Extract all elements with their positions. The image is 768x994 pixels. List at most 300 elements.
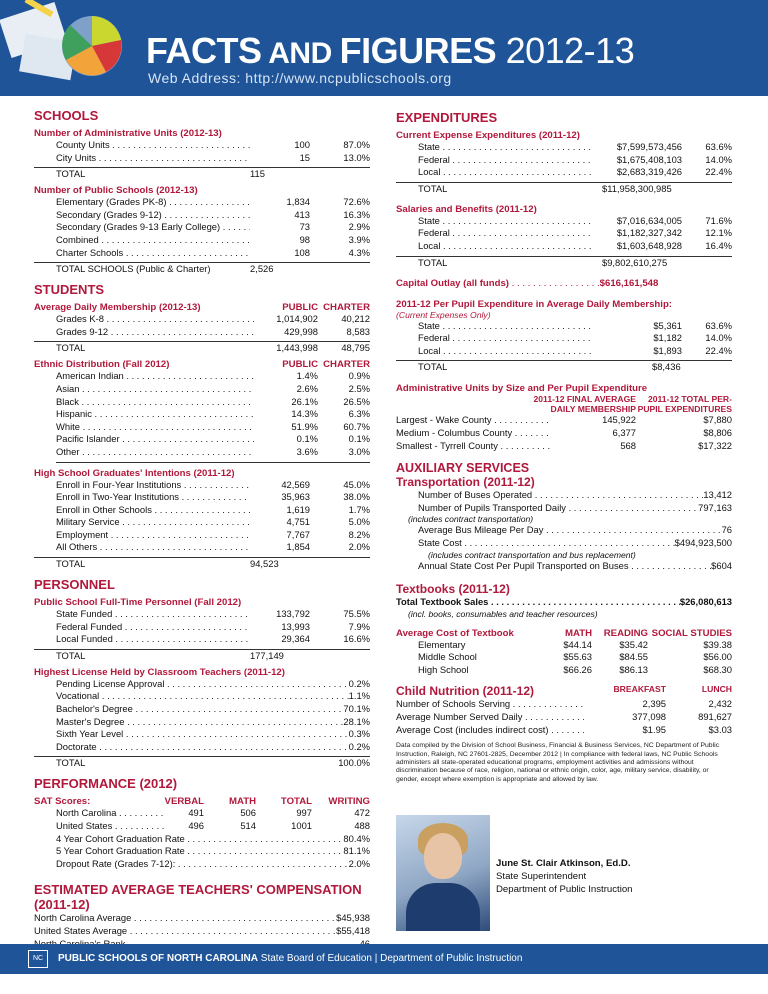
row-value: 429,998 bbox=[284, 325, 318, 337]
current-list bbox=[396, 141, 732, 179]
row-value: 2.5% bbox=[348, 382, 370, 394]
row-value: 13,993 bbox=[281, 620, 310, 632]
row-value: $7,880 bbox=[703, 414, 732, 426]
row-label: White . . . bbox=[56, 421, 254, 434]
list-item bbox=[396, 345, 732, 358]
row-label: Average Bus Mileage Per Day . . . bbox=[418, 524, 722, 537]
row-value: 891,627 bbox=[698, 711, 732, 723]
row-value: 7,767 bbox=[286, 528, 310, 540]
row-label: Other . . . bbox=[56, 446, 254, 459]
superintendent-dept: Department of Public Instruction bbox=[496, 884, 633, 895]
fte-heading: Public School Full-Time Personnel (Fall 2012) bbox=[34, 597, 242, 609]
row-value: 73 bbox=[299, 221, 310, 233]
row-value: 87.0% bbox=[343, 139, 370, 150]
bysize-list bbox=[396, 414, 732, 452]
row-label: North Carolina . . . bbox=[56, 807, 164, 820]
row-label: Local . . . bbox=[418, 240, 592, 253]
list-item bbox=[34, 703, 370, 716]
salaries-total: TOTAL $9,802,610,275 bbox=[396, 256, 732, 269]
row-value: 506 bbox=[240, 807, 256, 819]
row-value: 0.1% bbox=[348, 433, 370, 445]
row-label: Number of Schools Serving . . . bbox=[396, 698, 584, 711]
list-item bbox=[396, 141, 732, 154]
row-label: State Cost . . . bbox=[418, 537, 675, 550]
row-value: $3.03 bbox=[708, 723, 732, 735]
row-label: All Others . . . bbox=[56, 541, 250, 554]
row-label: State Funded . . . bbox=[56, 608, 250, 621]
textbook-sales-row: Total Textbook Sales . . . $26,080,613 bbox=[396, 596, 732, 609]
row-value: 568 bbox=[620, 439, 636, 451]
list-item bbox=[34, 139, 370, 152]
row-label: County Units . . . bbox=[56, 139, 250, 152]
row-value: 2.9% bbox=[348, 221, 370, 233]
row-value: 2,395 bbox=[642, 698, 666, 710]
row-value: 797,163 bbox=[698, 501, 732, 513]
list-item bbox=[34, 608, 370, 621]
row-value: 28.1% bbox=[343, 715, 370, 727]
cost-per-pupil-row: Annual State Cost Per Pupil Transported on Buses . . . $604 bbox=[396, 560, 732, 573]
list-item bbox=[396, 537, 732, 550]
capital-outlay: Capital Outlay (all funds) . . . . . . . . . . . . . . . . . $616,161,548 bbox=[396, 277, 659, 289]
row-value: $8,806 bbox=[703, 426, 732, 438]
row-value: 100 bbox=[294, 139, 310, 150]
list-item bbox=[34, 383, 370, 396]
table-row bbox=[396, 698, 732, 711]
row-label: Combined . . . bbox=[56, 234, 250, 247]
list-item bbox=[34, 858, 370, 871]
row-value: 51.9% bbox=[291, 420, 318, 432]
row-value: $7,016,634,005 bbox=[616, 214, 682, 226]
row-value: 75.5% bbox=[343, 608, 370, 620]
list-item bbox=[396, 502, 732, 515]
page-title: FACTS AND FIGURES 2012-13 bbox=[146, 30, 635, 71]
list-item bbox=[34, 421, 370, 434]
sat-list bbox=[34, 807, 370, 832]
row-value: $5,361 bbox=[653, 319, 682, 331]
textbook-sales-note: (incl. books, consumables and teacher resources) bbox=[408, 608, 598, 619]
row-value: 4.3% bbox=[348, 246, 370, 258]
row-value: $84.55 bbox=[619, 651, 648, 663]
transport-note: (includes contract transportation) bbox=[408, 514, 534, 525]
row-label: Grades 9-12 . . . bbox=[56, 326, 254, 339]
list-item bbox=[396, 166, 732, 179]
left-column bbox=[34, 104, 370, 950]
row-label: Pending License Approval . . . bbox=[56, 678, 349, 691]
current-heading: Current Expense Expenditures (2011-12) bbox=[396, 130, 580, 141]
row-value: 0.2% bbox=[348, 677, 370, 689]
row-label: Master's Degree . . . bbox=[56, 716, 343, 729]
row-value: 1,834 bbox=[286, 196, 310, 208]
license-heading: Highest License Held by Classroom Teachers (2011-12) bbox=[34, 666, 285, 678]
list-item bbox=[396, 320, 732, 333]
row-value: 133,792 bbox=[276, 608, 310, 620]
table-row bbox=[396, 651, 732, 664]
public-schools-list bbox=[34, 196, 370, 259]
row-value: 0.3% bbox=[348, 728, 370, 740]
row-value: $1.95 bbox=[642, 723, 666, 735]
adm-heading: Average Daily Membership (2012-13) PUBLIC CHARTER bbox=[34, 302, 370, 314]
row-label: Medium - Columbus County . . . bbox=[396, 427, 552, 440]
list-item bbox=[396, 332, 732, 345]
row-value: $1,182 bbox=[653, 332, 682, 344]
row-value: 14.3% bbox=[291, 408, 318, 420]
table-row bbox=[396, 724, 732, 737]
row-value: 13,412 bbox=[703, 489, 732, 501]
row-value: 413 bbox=[294, 208, 310, 220]
row-value: $44.14 bbox=[563, 638, 592, 650]
ppe-subtitle: (Current Expenses Only) bbox=[396, 309, 491, 320]
row-value: 42,569 bbox=[281, 478, 310, 490]
list-item bbox=[34, 678, 370, 691]
grads-list bbox=[34, 479, 370, 555]
row-value: 491 bbox=[188, 807, 204, 819]
row-value: 16.3% bbox=[343, 208, 370, 220]
transport-list-2 bbox=[396, 524, 732, 549]
transport-heading: Transportation (2011-12) bbox=[396, 475, 535, 490]
grads-heading: High School Graduates' Intentions (2011-12) bbox=[34, 467, 235, 479]
superintendent-role: State Superintendent bbox=[496, 871, 587, 882]
row-label: Elementary bbox=[418, 638, 466, 650]
list-item bbox=[34, 516, 370, 529]
superintendent-name: June St. Clair Atkinson, Ed.D. bbox=[496, 858, 631, 869]
row-label: Average Cost (includes indirect cost) . . . bbox=[396, 724, 584, 737]
nutrition-list bbox=[396, 698, 732, 736]
list-item bbox=[396, 524, 732, 537]
schools-heading: SCHOOLS bbox=[34, 108, 99, 123]
ppe-total: TOTAL $8,436 bbox=[396, 360, 732, 373]
list-item bbox=[34, 541, 370, 554]
row-value: 22.4% bbox=[705, 344, 732, 356]
ppe-list bbox=[396, 320, 732, 358]
row-label: Federal Funded . . . bbox=[56, 621, 250, 634]
row-label: Secondary (Grades 9-13 Early College) . . . bbox=[56, 221, 250, 234]
row-value: $86.13 bbox=[619, 663, 648, 675]
adm-list bbox=[34, 313, 370, 338]
row-value: 472 bbox=[354, 807, 370, 819]
performance-heading: PERFORMANCE (2012) bbox=[34, 776, 178, 792]
row-value: 1.4% bbox=[296, 370, 318, 382]
list-item bbox=[34, 820, 370, 833]
list-item bbox=[396, 489, 732, 502]
row-label: State . . . bbox=[418, 141, 592, 154]
row-value: $17,322 bbox=[698, 439, 732, 451]
row-label: Largest - Wake County . . . bbox=[396, 414, 552, 427]
sat-heading: SAT Scores: VERBAL MATH TOTAL WRITING bbox=[34, 796, 370, 808]
row-value: 15 bbox=[299, 151, 310, 163]
row-value: 60.7% bbox=[343, 420, 370, 432]
row-value: 16.6% bbox=[343, 633, 370, 645]
row-label: Middle School bbox=[418, 651, 477, 663]
row-value: $7,599,573,456 bbox=[616, 141, 682, 152]
row-label: City Units . . . bbox=[56, 152, 250, 165]
license-list bbox=[34, 678, 370, 754]
list-item bbox=[34, 152, 370, 165]
row-label: Smallest - Tyrrell County . . . bbox=[396, 440, 552, 453]
row-value: $45,938 bbox=[336, 912, 370, 924]
row-value: 1.7% bbox=[348, 503, 370, 515]
grads-total: TOTAL 94,523 bbox=[34, 557, 370, 570]
row-value: 108 bbox=[294, 246, 310, 258]
list-item bbox=[396, 154, 732, 167]
ethnic-list bbox=[34, 370, 370, 458]
row-value: 35,963 bbox=[281, 491, 310, 503]
row-value: 70.1% bbox=[343, 703, 370, 715]
license-total: TOTAL 100.0% bbox=[34, 756, 370, 769]
list-item bbox=[34, 313, 370, 326]
list-item bbox=[34, 446, 370, 459]
table-row bbox=[396, 414, 732, 427]
list-item bbox=[34, 690, 370, 703]
row-value: 13.0% bbox=[343, 151, 370, 163]
row-value: 496 bbox=[188, 820, 204, 831]
row-label: Enroll in Other Schools . . . bbox=[56, 504, 250, 517]
row-label: Secondary (Grades 9-12) . . . bbox=[56, 209, 250, 222]
public-schools-heading: Number of Public Schools (2012-13) bbox=[34, 185, 198, 197]
row-value: 12.1% bbox=[705, 227, 732, 239]
row-value: 80.4% bbox=[343, 832, 370, 844]
row-label: Doctorate . . . bbox=[56, 741, 349, 754]
row-label: Employment . . . bbox=[56, 529, 250, 542]
row-value: 1,014,902 bbox=[276, 313, 318, 325]
row-value: 14.0% bbox=[705, 332, 732, 344]
row-value: $39.38 bbox=[703, 638, 732, 650]
list-item bbox=[34, 396, 370, 409]
table-row bbox=[396, 711, 732, 724]
salaries-heading: Salaries and Benefits (2011-12) bbox=[396, 203, 537, 215]
row-label: United States Average . . . bbox=[34, 925, 336, 938]
row-value: 2.6% bbox=[296, 382, 318, 394]
footer-org: PUBLIC SCHOOLS OF NORTH CAROLINA bbox=[58, 953, 258, 964]
footer-text: State Board of Education | Department of Public Instruction bbox=[258, 953, 523, 964]
nutrition-heading: Child Nutrition (2011-12) BREAKFAST LUNCH bbox=[396, 684, 732, 699]
row-value: $55.63 bbox=[563, 651, 592, 663]
row-value: 1,854 bbox=[286, 541, 310, 553]
row-label: Charter Schools . . . bbox=[56, 247, 250, 260]
admin-units-total: TOTAL 115 bbox=[34, 167, 370, 180]
row-label: Elementary (Grades PK-8) . . . bbox=[56, 196, 250, 209]
performance-list bbox=[34, 833, 370, 871]
row-label: Sixth Year Level . . . bbox=[56, 728, 349, 741]
row-value: 145,922 bbox=[602, 414, 636, 426]
ppe-heading: 2011-12 Per Pupil Expenditure in Average Daily Membership: bbox=[396, 298, 673, 310]
signature-block bbox=[496, 857, 633, 896]
list-item bbox=[34, 912, 370, 925]
row-value: 3.9% bbox=[348, 233, 370, 245]
list-item bbox=[34, 221, 370, 234]
row-value: 5.0% bbox=[348, 516, 370, 528]
textbook-cost-list bbox=[396, 639, 732, 677]
row-value: 8,583 bbox=[346, 325, 370, 337]
state-cost-note: (includes contract transportation and bus replacement) bbox=[428, 549, 636, 560]
row-label: Dropout Rate (Grades 7-12): . . . bbox=[56, 858, 349, 871]
row-label: High School bbox=[418, 663, 469, 675]
list-item bbox=[34, 845, 370, 858]
textbook-cost-heading: Average Cost of Textbook MATH READING SOCIAL STUDIES bbox=[396, 627, 732, 639]
row-value: $494,923,500 bbox=[674, 536, 732, 548]
transport-list bbox=[396, 489, 732, 514]
list-item bbox=[34, 633, 370, 646]
row-value: 2.0% bbox=[348, 541, 370, 553]
row-label: Hispanic . . . bbox=[56, 408, 254, 421]
list-item bbox=[34, 196, 370, 209]
row-value: 26.5% bbox=[343, 395, 370, 407]
row-label: Local . . . bbox=[418, 166, 592, 179]
row-value: $1,675,408,103 bbox=[616, 153, 682, 165]
row-label: Enroll in Four-Year Institutions . . . bbox=[56, 479, 250, 492]
row-label: Local Funded . . . bbox=[56, 633, 250, 646]
row-value: 0.9% bbox=[348, 370, 370, 382]
list-item bbox=[34, 529, 370, 542]
row-label: State . . . bbox=[418, 215, 592, 228]
row-value: $1,893 bbox=[653, 344, 682, 356]
admin-units-list bbox=[34, 139, 370, 164]
list-item bbox=[34, 370, 370, 383]
bysize-col-headers: 2011-12 FINAL AVERAGE DAILY MEMBERSHIP 2011-12 TOTAL PER-PUPIL EXPENDITURES bbox=[533, 394, 732, 415]
row-value: 7.9% bbox=[348, 620, 370, 632]
row-value: 3.6% bbox=[296, 445, 318, 457]
row-value: 81.1% bbox=[343, 845, 370, 857]
table-row bbox=[396, 427, 732, 440]
row-label: 4 Year Cohort Graduation Rate . . . bbox=[56, 833, 343, 846]
expenditures-heading: EXPENDITURES bbox=[396, 110, 498, 125]
row-label: Vocational . . . bbox=[56, 690, 349, 703]
nc-logo-icon: NC bbox=[28, 950, 48, 968]
row-value: 98 bbox=[299, 233, 310, 245]
row-value: 488 bbox=[354, 820, 370, 831]
row-label: Asian . . . bbox=[56, 383, 254, 396]
right-column bbox=[396, 104, 732, 784]
row-value: $2,683,319,426 bbox=[616, 166, 682, 178]
row-value: 1.1% bbox=[348, 690, 370, 702]
row-label: Grades K-8 . . . bbox=[56, 313, 254, 326]
header-banner bbox=[0, 0, 768, 96]
row-value: 76 bbox=[721, 524, 732, 536]
list-item bbox=[34, 491, 370, 504]
row-value: 997 bbox=[296, 807, 312, 819]
row-value: 8.2% bbox=[348, 528, 370, 540]
row-value: 6.3% bbox=[348, 408, 370, 420]
row-value: 0.2% bbox=[348, 740, 370, 752]
row-value: $55,418 bbox=[336, 924, 370, 936]
admin-units-heading: Number of Administrative Units (2012-13) bbox=[34, 128, 222, 139]
list-item bbox=[34, 326, 370, 339]
row-value: $1,603,648,928 bbox=[616, 239, 682, 251]
row-value: $35.42 bbox=[619, 638, 648, 650]
row-value: 26.1% bbox=[291, 395, 318, 407]
row-label: State . . . bbox=[418, 320, 592, 333]
salaries-list bbox=[396, 215, 732, 253]
row-value: 71.6% bbox=[705, 214, 732, 226]
row-value: 72.6% bbox=[343, 196, 370, 208]
row-label: United States . . . bbox=[56, 820, 164, 833]
footer-bar bbox=[0, 944, 768, 974]
list-item bbox=[396, 215, 732, 228]
table-row bbox=[396, 639, 732, 652]
row-value: 38.0% bbox=[343, 491, 370, 503]
adm-total: TOTAL 1,443,998 48,795 bbox=[34, 341, 370, 354]
row-label: American Indian . . . bbox=[56, 370, 254, 383]
row-label: Local . . . bbox=[418, 345, 592, 358]
pie-chart-illustration bbox=[0, 0, 140, 96]
fte-total: TOTAL 177,149 bbox=[34, 649, 370, 662]
table-row bbox=[396, 664, 732, 677]
list-item bbox=[34, 433, 370, 446]
list-item bbox=[34, 234, 370, 247]
row-label: Average Number Served Daily . . . bbox=[396, 711, 584, 724]
ethnic-heading: Ethnic Distribution (Fall 2012) PUBLIC CHARTER bbox=[34, 359, 370, 371]
list-item bbox=[34, 247, 370, 260]
row-value: 377,098 bbox=[632, 711, 666, 723]
list-item bbox=[396, 240, 732, 253]
row-value: 63.6% bbox=[705, 319, 732, 331]
salary-heading: ESTIMATED AVERAGE TEACHERS' COMPENSATION (2011-12) bbox=[34, 882, 362, 913]
web-address: Web Address: http://www.ncpublicschools.org bbox=[148, 70, 452, 86]
photo-body bbox=[406, 883, 480, 931]
students-heading: STUDENTS bbox=[34, 282, 105, 298]
list-item bbox=[34, 408, 370, 421]
list-item bbox=[34, 716, 370, 729]
row-value: 2.0% bbox=[348, 857, 370, 869]
textbooks-heading: Textbooks (2011-12) bbox=[396, 582, 510, 597]
row-value: $1,182,327,342 bbox=[616, 227, 682, 239]
list-item bbox=[34, 621, 370, 634]
superintendent-photo bbox=[396, 815, 490, 931]
list-item bbox=[34, 504, 370, 517]
row-label: Black . . . bbox=[56, 396, 254, 409]
row-value: $68.30 bbox=[703, 663, 732, 675]
row-value: 45.0% bbox=[343, 478, 370, 490]
list-item bbox=[34, 209, 370, 222]
row-label: 5 Year Cohort Graduation Rate . . . bbox=[56, 845, 343, 858]
row-label: Number of Buses Operated . . . bbox=[418, 489, 703, 502]
public-schools-total: TOTAL SCHOOLS (Public & Charter) 2,526 bbox=[34, 262, 370, 275]
row-value: $66.26 bbox=[563, 663, 592, 675]
row-label: Bachelor's Degree . . . bbox=[56, 703, 343, 716]
row-value: 1001 bbox=[291, 820, 312, 831]
row-label: North Carolina Average . . . bbox=[34, 912, 336, 925]
list-item bbox=[34, 479, 370, 492]
row-value: 63.6% bbox=[705, 141, 732, 152]
row-value: 514 bbox=[240, 820, 256, 831]
personnel-heading: PERSONNEL bbox=[34, 577, 115, 593]
row-label: Federal . . . bbox=[418, 227, 592, 240]
row-value: 22.4% bbox=[705, 166, 732, 178]
row-value: $56.00 bbox=[703, 651, 732, 663]
current-total: TOTAL $11,958,300,985 bbox=[396, 182, 732, 195]
table-row bbox=[396, 440, 732, 453]
row-label: Enroll in Two-Year Institutions . . . bbox=[56, 491, 250, 504]
bysize-heading: Administrative Units by Size and Per Pupil Expenditure bbox=[396, 383, 648, 395]
row-value: 40,212 bbox=[341, 313, 370, 325]
list-item bbox=[34, 728, 370, 741]
list-item bbox=[396, 227, 732, 240]
list-item bbox=[34, 741, 370, 754]
row-label: Federal . . . bbox=[418, 332, 592, 345]
row-label: Number of Pupils Transported Daily . . . bbox=[418, 502, 698, 515]
row-value: 3.0% bbox=[348, 445, 370, 457]
row-value: 6,377 bbox=[612, 426, 636, 438]
auxiliary-heading: AUXILIARY SERVICES bbox=[396, 461, 530, 476]
row-value: 14.0% bbox=[705, 153, 732, 165]
row-label: Federal . . . bbox=[418, 154, 592, 167]
list-item bbox=[34, 833, 370, 846]
photo-face bbox=[424, 833, 462, 879]
row-value: 29,364 bbox=[281, 633, 310, 645]
list-item bbox=[34, 807, 370, 820]
row-label: Military Service . . . bbox=[56, 516, 250, 529]
list-item bbox=[34, 925, 370, 938]
row-value: 1,619 bbox=[286, 503, 310, 515]
